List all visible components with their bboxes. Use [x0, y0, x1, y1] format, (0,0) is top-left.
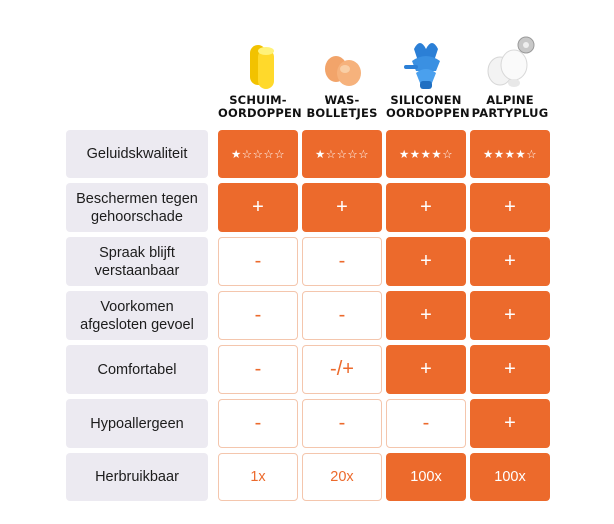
feature-cell: + — [386, 237, 466, 286]
feature-cell: - — [218, 399, 298, 448]
feature-cell: -/+ — [302, 345, 382, 394]
row-label-sound-quality: Geluidskwaliteit — [66, 130, 208, 178]
reuse-cell: 100x — [386, 453, 466, 501]
row-label-hypoallergenic: Hypoallergeen — [66, 399, 208, 448]
feature-cell: - — [218, 237, 298, 286]
row-label-speech-intelligible: Spraak blijft verstaanbaar — [66, 237, 208, 286]
feature-cell: + — [302, 183, 382, 232]
feature-cell: - — [302, 291, 382, 340]
rating-stars: ★★★★☆ — [386, 130, 466, 178]
feature-cell: - — [302, 399, 382, 448]
feature-cell: + — [470, 399, 550, 448]
feature-cell: + — [470, 345, 550, 394]
rating-stars: ★☆☆☆☆ — [302, 130, 382, 178]
alpine-partyplug-icon — [470, 28, 550, 98]
feature-cell: + — [386, 183, 466, 232]
rating-stars: ★★★★☆ — [470, 130, 550, 178]
wax-ball-icon — [302, 28, 382, 98]
reuse-cell: 1x — [218, 453, 298, 501]
row-label-hearing-protection: Beschermen tegen gehoorschade — [66, 183, 208, 232]
row-label-comfortable: Comfortabel — [66, 345, 208, 394]
feature-cell: - — [302, 237, 382, 286]
column-header-wax: WAS- BOLLETJES — [306, 93, 378, 120]
feature-cell: + — [470, 291, 550, 340]
row-label-reusable: Herbruikbaar — [66, 453, 208, 501]
feature-cell: + — [386, 345, 466, 394]
reuse-cell: 20x — [302, 453, 382, 501]
feature-cell: - — [218, 291, 298, 340]
column-header-silicone: SILICONEN OORDOPPEN — [386, 93, 470, 120]
feature-cell: + — [470, 237, 550, 286]
feature-cell: + — [470, 183, 550, 232]
silicone-earplug-icon — [386, 28, 466, 98]
row-label-occlusion: Voorkomen afgesloten gevoel — [66, 291, 208, 340]
foam-earplug-icon — [218, 28, 298, 98]
feature-cell: - — [218, 345, 298, 394]
column-header-foam: SCHUIM- OORDOPPEN — [218, 93, 302, 120]
rating-stars: ★☆☆☆☆ — [218, 130, 298, 178]
feature-cell: + — [218, 183, 298, 232]
feature-cell: - — [386, 399, 466, 448]
feature-cell: + — [386, 291, 466, 340]
column-header-alpine: ALPINE PARTYPLUG — [471, 93, 549, 120]
reuse-cell: 100x — [470, 453, 550, 501]
